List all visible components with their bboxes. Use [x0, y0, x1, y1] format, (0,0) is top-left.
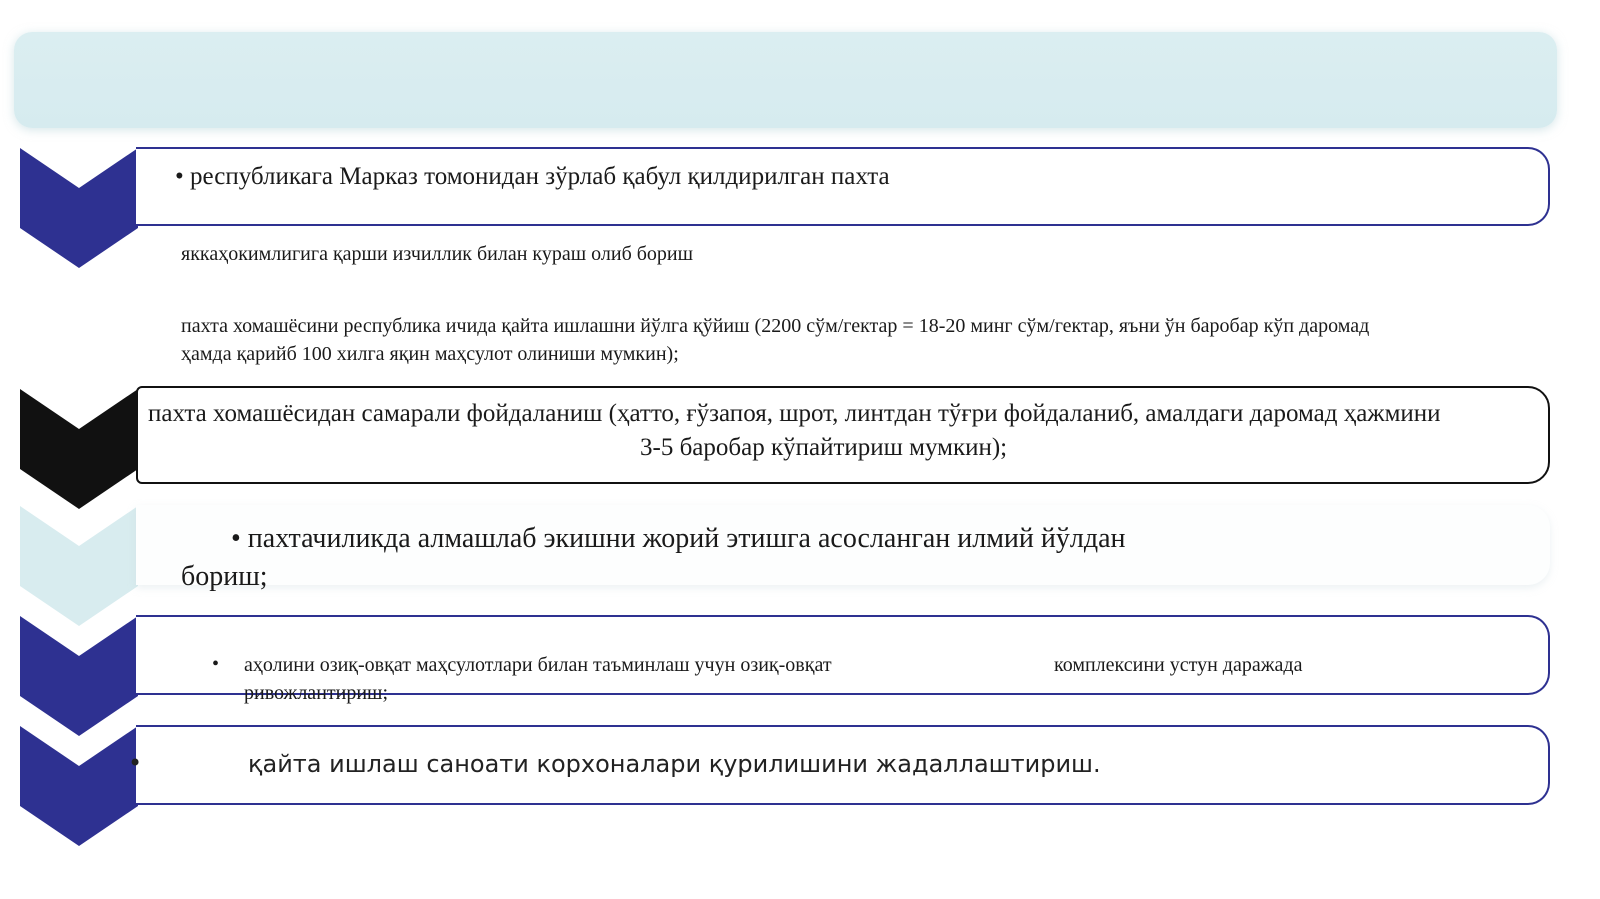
- step-4-text-line1b: комплексини устун даражада: [1054, 654, 1303, 676]
- step-3-text-line2: бориш;: [181, 561, 268, 592]
- step-2-text-line1: пахта хомашёсидан самарали фойдаланиш (ҳатто, ғўзапоя, шрот, линтдан тўғри фойдаланиб, амалдаги даромад ҳажмини: [148, 400, 1441, 427]
- step-2-text-line2: 3-5 баробар кўпайтириш мумкин);: [640, 434, 1008, 461]
- step-1-text: • республикага Марказ томонидан зўрлаб қабул қилдирилган пахта: [175, 163, 890, 190]
- step-4-bullet: •: [212, 653, 220, 675]
- step-1b-text-line1: пахта хомашёсини республика ичида қайта ишлашни йўлга қўйиш (2200 сўм/гектар = 18-20 минг сўм/гектар, яъни ўн баробар кўп даромад: [181, 315, 1370, 337]
- step-5-text: қайта ишлаш саноати корхоналари қурилишини жадаллаштириш.: [248, 750, 1101, 778]
- step-3-text-line1: • пахтачиликда алмашлаб экишни жорий этишга асосланган илмий йўлдан: [231, 523, 1126, 554]
- chevron-1: [20, 148, 138, 268]
- step-1-continuation: яккаҳокимлигига қарши изчиллик билан кураш олиб бориш: [181, 243, 694, 265]
- step-1b-text-line2: ҳамда қарийб 100 хилга яқин маҳсулот олиниши мумкин);: [181, 343, 679, 365]
- step-4-text-line2: ривожлантириш;: [244, 682, 388, 704]
- step-4-text-line1a: аҳолини озиқ-овқат маҳсулотлари билан таъминлаш учун озиқ-овқат: [244, 654, 832, 676]
- chevron-5: [20, 726, 138, 846]
- title-banner: [14, 32, 1557, 128]
- chevron-4: [20, 616, 138, 736]
- chevron-2: [20, 389, 138, 509]
- chevron-3: [20, 506, 138, 626]
- step-5-bullet: •: [128, 749, 143, 777]
